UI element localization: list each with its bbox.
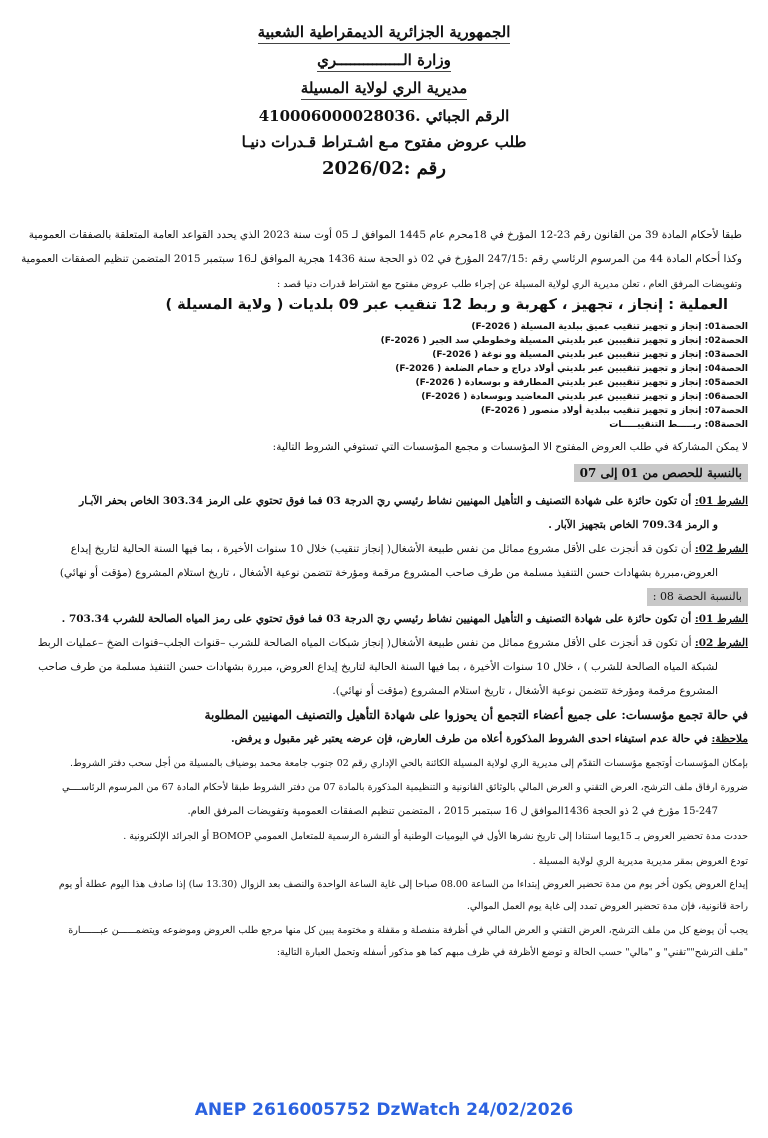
eligibility-text: لا يمكن المشاركة في طلب العروض المفتوح الا المؤسسات و مجمع المؤسسات التي تستوفي الشروط التالية:	[272, 441, 748, 453]
paragraph-deposit-time-cont: راحة قانونية، فإن مدة تحضير العروض تمدد إلى غاية يوم العمل الموالي.	[466, 901, 748, 912]
lot-item: الحصة03: إنجاز و تجهيز تنقيبين عبر بلديتي المسيلة وو نوغة ( F-2026)	[432, 350, 748, 360]
lot-item: الحصة07: إنجاز و تجهيز تنقيب ببلدية أولاد منصور ( F-2026)	[480, 406, 748, 416]
paragraph-deposit-time: إيداع العروض يكون أخر يوم من مدة تحضير العروض إبتداءا من الساعة 08.00 صباحا إلى غاية الساعة الواحدة والنصف بعد الزوال (13.30 سا) إذا صادف هذا اليوم عطلة أو يوم	[58, 879, 748, 890]
anep-footer: ANEP 2616005752 DzWatch 24/02/2026	[194, 1100, 574, 1120]
lot-8-condition-2: الشرط 02: أن تكون قد أنجزت على الأقل مشروع مماثل من نفس طبيعة الأشغال( إنجاز شبكات المياه الصالحة للشرب –قنوات الجلب–قنوات الضخ –عمليات الربط	[37, 637, 748, 649]
lots-1-7-condition-2-cont: العروض،مبررة بشهادات حسن التنفيذ مسلمة من طرف صاحب المشروع مرقمة ومؤرخة تتضمن نوعية الأشغال ، تاريخ استلام المشروع (مؤقت أو نهائي)	[59, 567, 718, 579]
directorate-title: مديرية الري لولاية المسيلة	[301, 79, 467, 100]
ministry-title: وزارة الـــــــــــــــري	[317, 51, 451, 72]
paragraph-envelopes: يجب أن يوضع كل من ملف الترشح، العرض التقني و العرض المالي في أظرفة منفصلة و مقفلة و مختومة يبين كل منها مرجع طلب العروض وموضوعه ويتضمــــــن عبـــــــارة	[68, 925, 748, 936]
intro-line-2: وكذا أحكام المادة 44 من المرسوم الرئاسي رقم :247/15 المؤرخ في 02 ذو الحجة سنة 1436 هجرية الموافق لـ16 سبتمبر 2015 المتضمن تنظيم الصفقات العمومية	[21, 253, 742, 265]
lots-1-7-condition-1: الشرط 01: أن تكون حائزة على شهادة التصنيف و التأهيل المهنيين نشاط رئيسي ريَ الدرجة 03 فما فوق تحتوي على الرمز 303.34 الخاص بحفر الآبـار	[79, 495, 748, 507]
lot-item: الحصة04: إنجاز و تجهيز تنقيبين عبر بلديتي أولاد دراج و حمام الضلعة ( F-2026)	[395, 364, 748, 374]
republic-title: الجمهورية الجزائرية الديمقراطية الشعبية	[258, 23, 511, 44]
paragraph-attach-docs: ضرورة ارفاق ملف الترشح، العرض التقني و العرض المالي بالوثائق القانونية و التنظيمية المذكورة بالمادة 07 من دفتر الشروط طبقا لأحكام المادة 67 من المرسوم الرئاســــي	[62, 782, 748, 793]
section-lot-8-heading: بالنسبة الحصة 08 :	[647, 588, 748, 606]
operation-title: العملية : إنجاز ، تجهيز ، كهربة و ربط 12 تنقيب عبر 09 بلديات ( ولاية المسيلة )	[165, 297, 728, 313]
header-republic	[0, 22, 768, 44]
lot-item: الحصة02: إنجاز و تجهيز تنقيبين عبر بلديتي المسيلة وخطوطي سد الجير ( F-2026)	[380, 336, 748, 346]
paragraph-envelopes-cont: "ملف الترشح""تقني" و "مالي" حسب الحالة و توضع الأظرفة في ظرف مبهم كما هو مذكور أسفله وتحمل العبارة التالية:	[276, 947, 748, 958]
paragraph-collect-spec: بإمكان المؤسسات أوتجمع مؤسسات التقدّم إلى مديرية الري لولاية المسيلة الكائنة بالحي الإداري رقم 02 جنوب جامعة محمد بوضياف بالمسيلة من أجل سحب دفتر الشروط.	[69, 758, 748, 769]
lot-item: الحصة05: إنجاز و تجهيز تنقيبين عبر بلديتي المطارفة و بوسعادة ( F-2026)	[415, 378, 748, 388]
lots-1-7-condition-1-cont: و الرمز 709.34 الخاص بتجهيز الآبار .	[548, 519, 718, 531]
consortium-text: في حالة تجمع مؤسسات: على جميع أعضاء التجمع أن يحوزوا على شهادة التأهيل والتصنيف المهنيين المطلوبة	[204, 708, 748, 722]
paragraph-attach-docs-cont: 15-247 مؤرخ في 2 ذو الحجة 1436الموافق ل 16 سبتمبر 2015 ، المتضمن تنظيم الصفقات العمومية وتفويضات المرفق العام.	[187, 806, 718, 817]
header-tender-type	[0, 132, 768, 153]
note-label: ملاحظة:	[711, 733, 748, 745]
lots-1-7-condition-2: الشرط 02: أن تكون قد أنجزت على الأقل مشروع مماثل من نفس طبيعة الأشغال( إنجاز تنقيب) خلال 10 سنوات الأخيرة ، بما فيها السنة الحالية لتاريخ إيداع	[70, 543, 748, 555]
header-number	[0, 158, 768, 181]
tender-type: طلب عروض مفتوح مـع اشـتراط قـدرات دنيـا	[241, 133, 527, 151]
header-ministry	[0, 50, 768, 72]
intro-line-1: طبقا لأحكام المادة 39 من القانون رقم 23-12 المؤرخ في 18محرم عام 1445 الموافق لـ 05 أوت سنة 2023 الذي يحدد القواعد العامة المتعلقة بالصفقات العمومية	[28, 229, 742, 241]
lot-item: الحصة06: إنجاز و تجهيز تنقيبين عبر بلديتي المعاضيد وبوسعادة ( F-2026)	[421, 392, 748, 402]
tax-id: الرقم الجبائي .410006000028036	[258, 107, 510, 125]
lot-item: الحصة01: إنجاز و تجهيز تنقيب عميق ببلدية المسيلة ( F-2026)	[471, 322, 748, 332]
paragraph-preparation-period: حددت مدة تحضير العروض بـ 15يوما استنادا إلى تاريخ نشرها الأول في اليوميات الوطنية أو النشرة الرسمية للمتعامل العمومي BOMOP أو الجرائد الإلكترونية .	[123, 831, 748, 842]
note: ملاحظة: في حالة عدم استيفاء احدى الشروط المذكورة أعلاه من طرف العارض، فإن عرضه يعتبر غير مقبول و يرفض.	[231, 733, 748, 745]
tender-number: رقم :2026/02	[322, 158, 446, 179]
lot-8-condition-2-cont-2: المشروع مرقمة ومؤرخة تتضمن نوعية الأشغال ، تاريخ استلام المشروع (مؤقت أو نهائي).	[332, 685, 718, 697]
paragraph-deposit-location: تودع العروض بمقر مديرية مديرية الري لولاية المسيلة .	[532, 856, 748, 867]
section-lots-1-7-heading: بالنسبة للحصص من 01 إلى 07	[574, 464, 748, 482]
lot-item: الحصة08: ربـــــط التنقيبـــــات	[609, 420, 748, 430]
header-tax-id	[0, 106, 768, 127]
header-directorate	[0, 78, 768, 100]
lot-8-condition-2-cont: لشبكة المياه الصالحة للشرب ) ، خلال 10 سنوات الأخيرة ، بما فيها السنة الحالية لتاريخ إيداع العروض، مبررة بشهادات حسن التنفيذ مسلمة من طرف صاحب	[38, 661, 718, 673]
lot-8-condition-1: الشرط 01: أن تكون حائزة على شهادة التصنيف و التأهيل المهنيين نشاط رئيسي ريَ الدرجة 03 فما فوق تحتوي على رمز المياه الصالحة للشرب 703.34 .	[61, 613, 748, 625]
intro-line-3: وتفويضات المرفق العام ، تعلن مديرية الري لولاية المسيلة عن إجراء طلب عروض مفتوح مع اشتراط قدرات دنيا قصد :	[277, 279, 742, 290]
